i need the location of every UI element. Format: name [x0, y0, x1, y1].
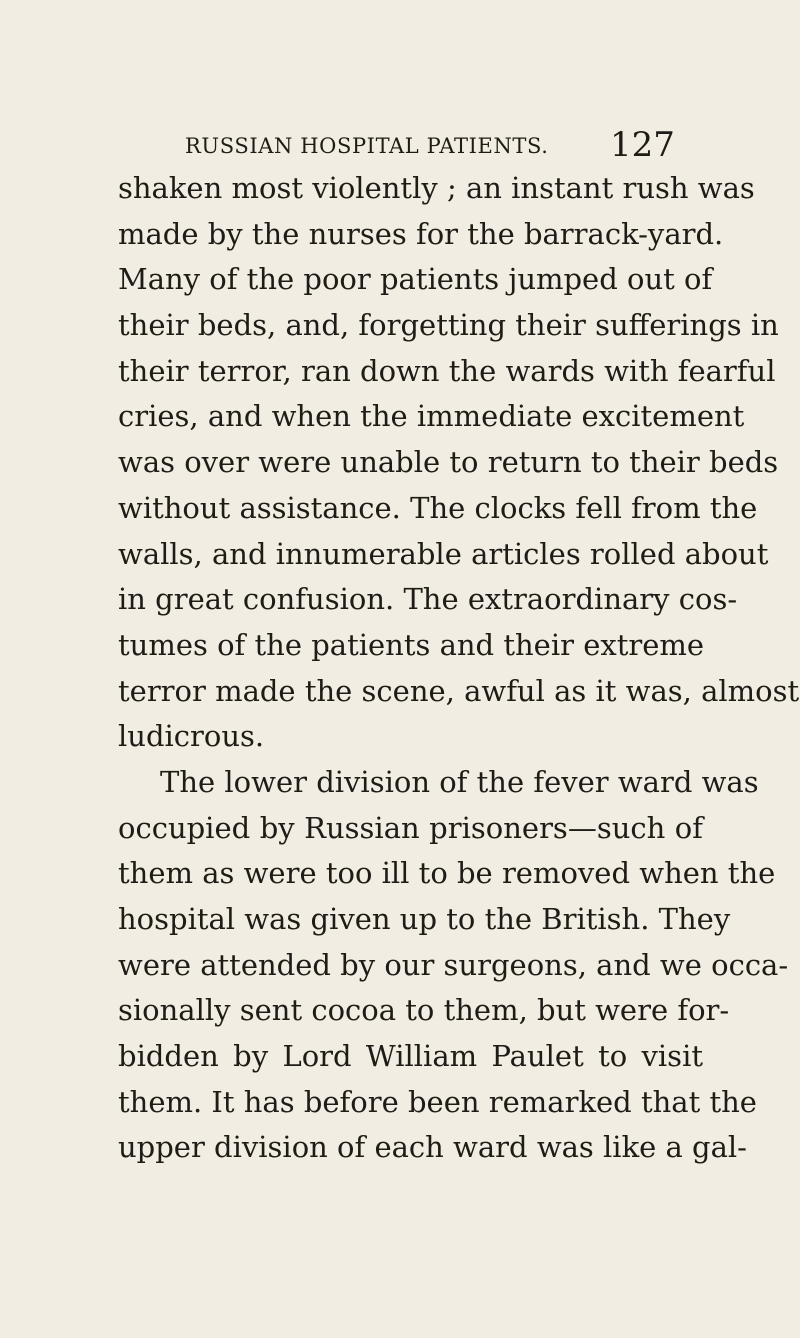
text-line: tumes of the patients and their extreme	[118, 627, 705, 662]
text-line: cries, and when the immediate excitement	[118, 399, 745, 434]
text-line: was over were unable to return to their beds	[118, 445, 779, 480]
text-line: terror made the scene, awful as it was, almost	[118, 673, 800, 708]
page-number: 127	[610, 125, 675, 165]
text-line: in great confusion. The extraordinary cos-	[118, 582, 738, 617]
text-line: bidden by Lord William Paulet to visit	[118, 1039, 703, 1074]
text-line: occupied by Russian prisoners—such of	[118, 810, 703, 845]
text-line: them. It has before been remarked that the	[118, 1084, 757, 1119]
text-line: sionally sent cocoa to them, but were for-	[118, 993, 730, 1028]
running-head: RUSSIAN HOSPITAL PATIENTS.	[185, 134, 549, 158]
text-line: their beds, and, forgetting their sufferings in	[118, 308, 779, 343]
text-line: hospital was given up to the British. They	[118, 902, 731, 936]
body-text	[118, 166, 800, 1171]
text-line: upper division of each ward was like a gal-	[118, 1130, 747, 1165]
text-line: without assistance. The clocks fell from the	[118, 490, 758, 525]
paragraph-start-line: The lower division of the fever ward was	[160, 764, 759, 799]
text-line: walls, and innumerable articles rolled about	[118, 536, 769, 571]
text-line: shaken most violently ; an instant rush was	[118, 171, 755, 205]
text-line: were attended by our surgeons, and we occa-	[118, 947, 789, 982]
text-line: made by the nurses for the barrack-yard.	[118, 216, 724, 251]
text-line: ludicrous.	[118, 719, 265, 754]
text-line: them as were too ill to be removed when the	[118, 856, 776, 891]
text-line: their terror, ran down the wards with fearful	[118, 353, 776, 388]
text-line: Many of the poor patients jumped out of	[118, 262, 713, 297]
